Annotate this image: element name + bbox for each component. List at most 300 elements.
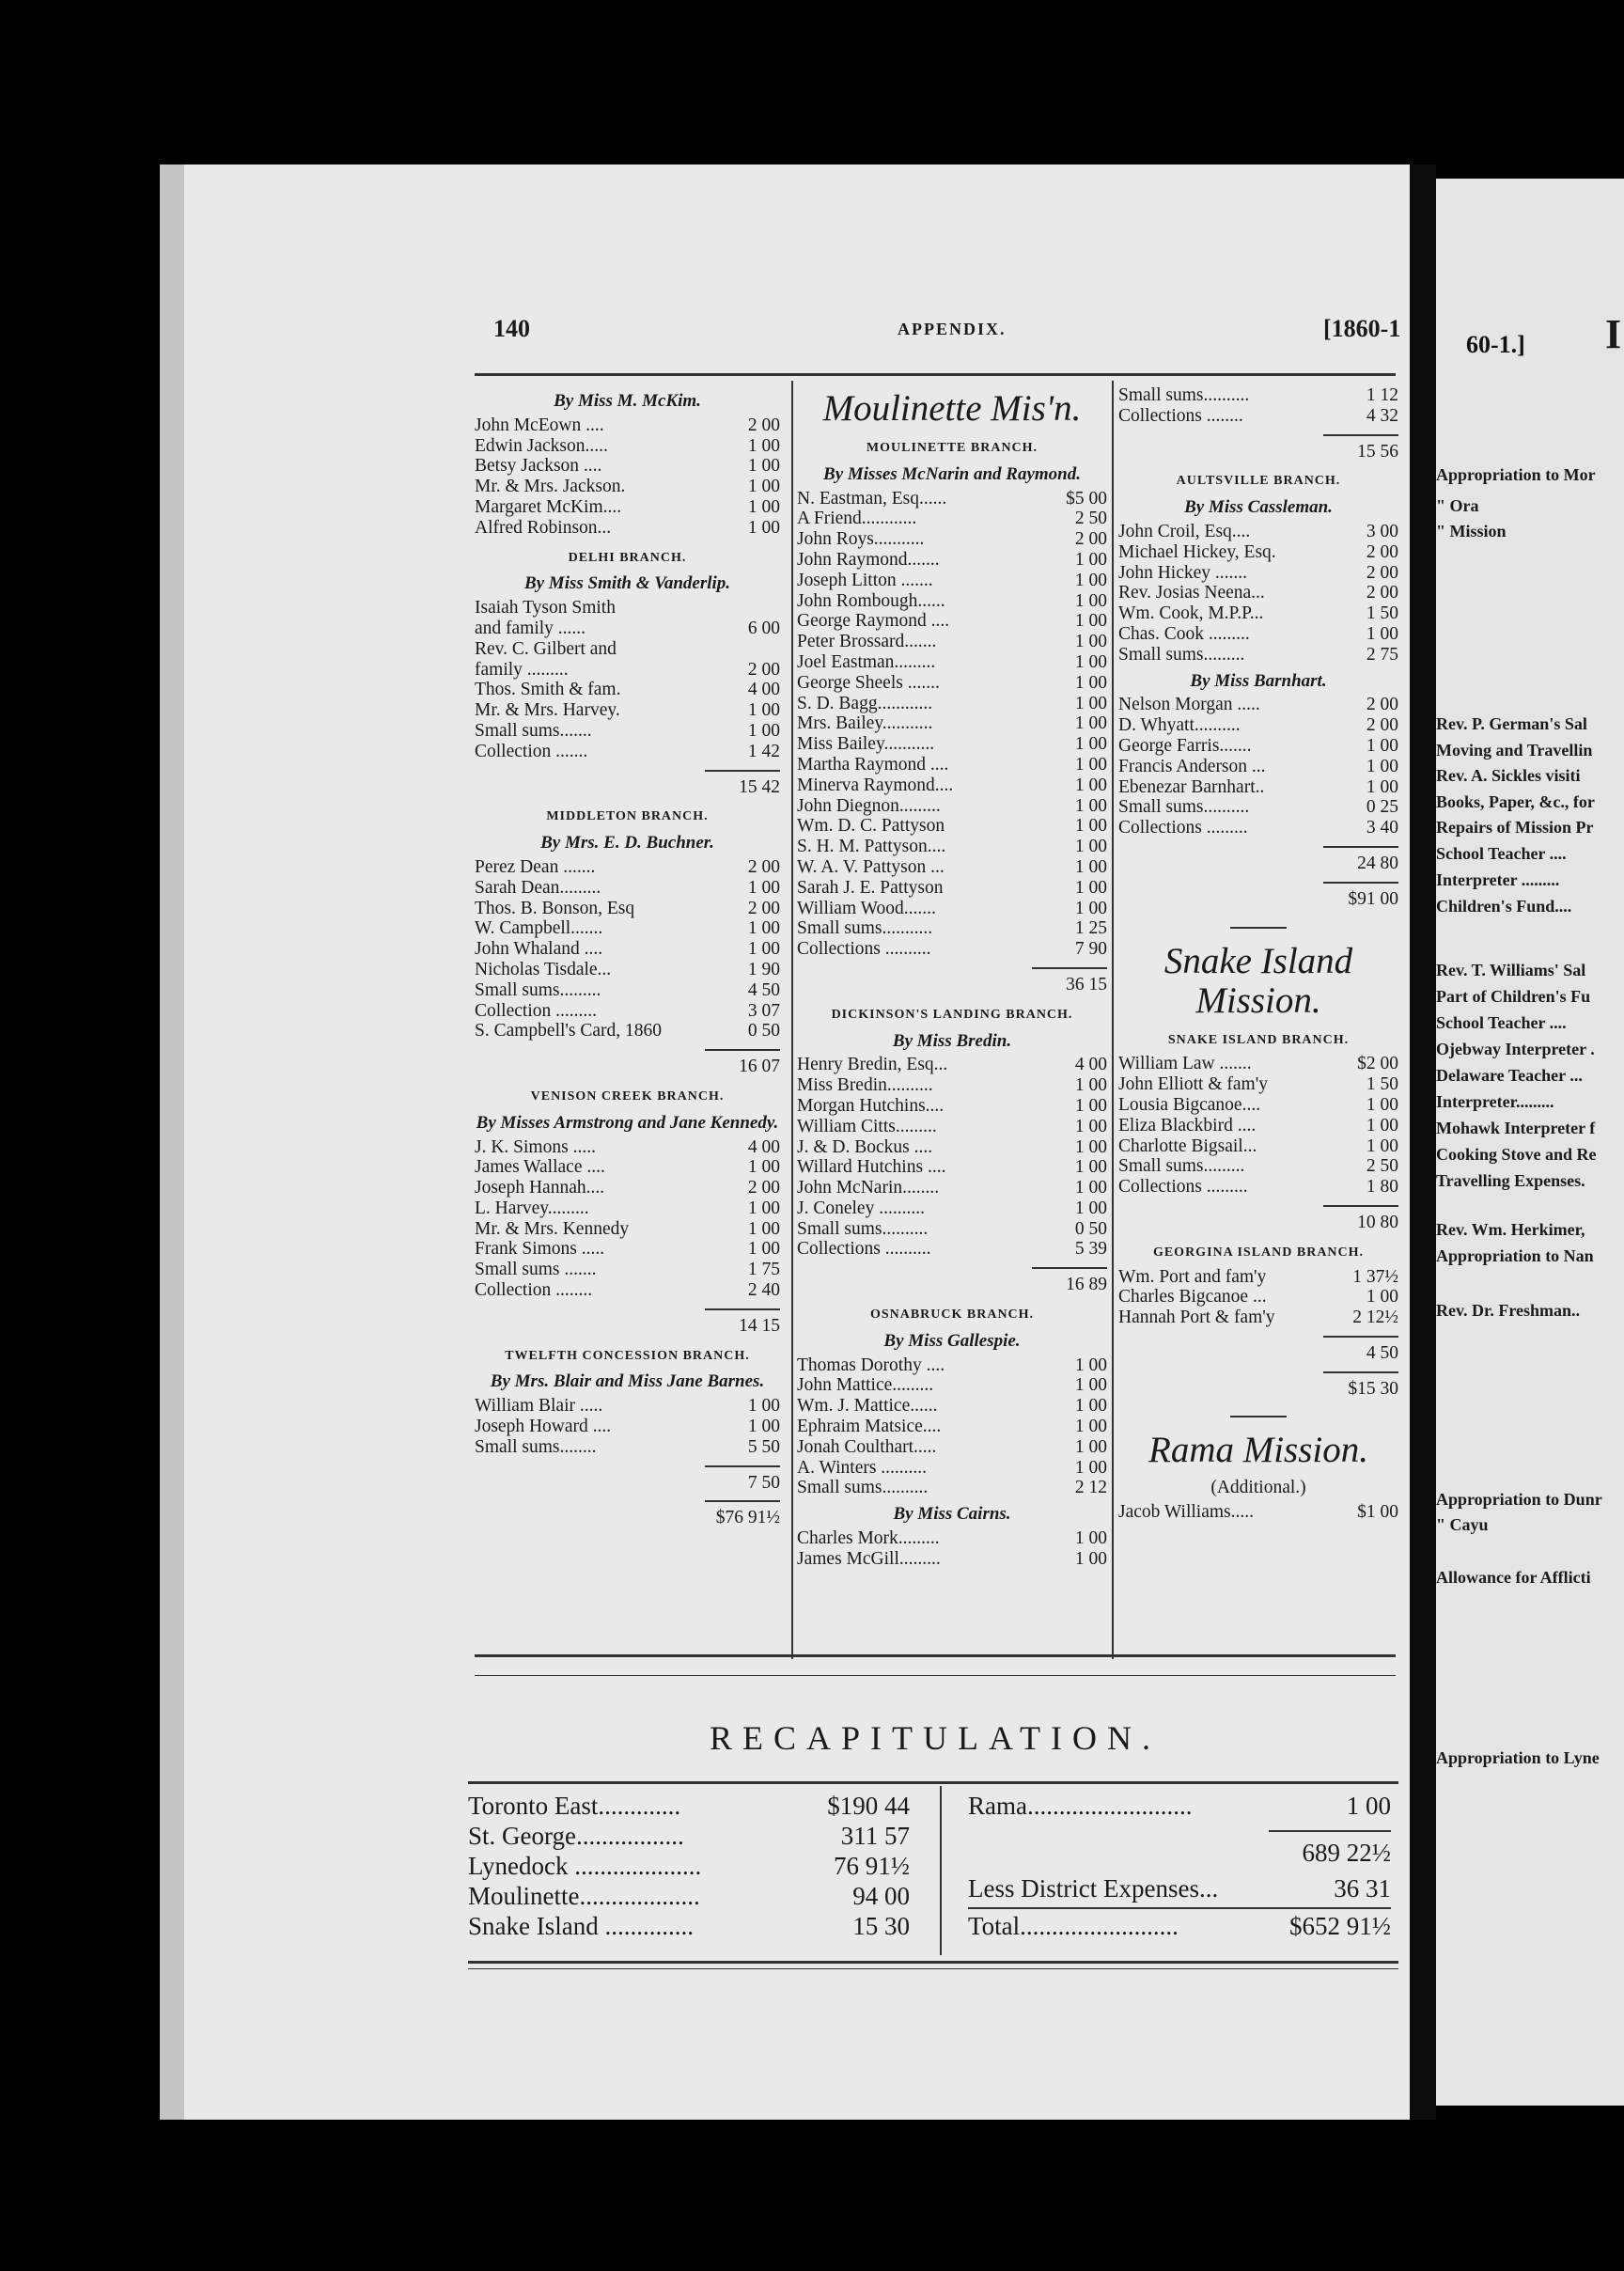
- subtotal-amount: 15 56: [1357, 441, 1398, 462]
- entry-name: Small sums.......: [475, 720, 592, 741]
- entry-amount: 1 00: [1074, 734, 1107, 755]
- facing-page-line: Mohawk Interpreter f: [1436, 1119, 1596, 1137]
- entry-row: [475, 939, 780, 960]
- entry-row: [797, 1528, 1107, 1549]
- entry-row: [468, 1851, 910, 1881]
- entry-amount: 1 00: [1074, 1355, 1107, 1375]
- entry-name: Nelson Morgan .....: [1118, 695, 1260, 715]
- column-1: [475, 385, 780, 1534]
- recap-subtotal: [1269, 1830, 1391, 1868]
- entry-amount: 1 00: [1346, 1792, 1391, 1820]
- entry-row: [797, 611, 1107, 632]
- facing-page-line: Rev. A. Sickles visiti: [1436, 766, 1581, 785]
- entry-row: [1118, 1502, 1398, 1523]
- subtotal-amount: $15 30: [1348, 1378, 1398, 1399]
- entry-amount: 1 00: [1074, 672, 1107, 693]
- entry-name: W. A. V. Pattyson ...: [797, 856, 945, 877]
- entry-name: Ebenezar Barnhart..: [1118, 776, 1265, 797]
- entry-amount: 1 00: [1366, 776, 1398, 797]
- entry-name: Charles Mork.........: [797, 1528, 940, 1549]
- entry-name: S. Campbell's Card, 1860: [475, 1021, 663, 1042]
- entry-amount: 1 75: [747, 1260, 780, 1280]
- entry-name: George Raymond ....: [797, 611, 950, 632]
- facing-page-line: Rev. P. German's Sal: [1436, 714, 1587, 733]
- entry-row: [1118, 1054, 1398, 1074]
- entry-row: [1118, 1267, 1398, 1288]
- entry-row: [475, 1001, 780, 1022]
- subtotal-amount: 16 89: [1066, 1275, 1107, 1295]
- entry-name: John McNarin........: [797, 1178, 940, 1198]
- entry-row: [797, 878, 1107, 899]
- entry-amount: 0 25: [1366, 797, 1398, 818]
- entry-amount: 1 00: [1074, 1375, 1107, 1396]
- entry-row: [797, 694, 1107, 714]
- column-divider: [791, 381, 793, 1659]
- entry-amount: 1 00: [1074, 898, 1107, 918]
- facing-year-range: 60-1.]: [1466, 331, 1525, 358]
- entry-name: Isaiah Tyson Smith: [475, 598, 616, 619]
- entry-row: [1118, 757, 1398, 777]
- entry-row: [1118, 385, 1398, 406]
- entry-name: Small sums.........: [1118, 1156, 1245, 1177]
- facing-page-line: Rev. Wm. Herkimer,: [1436, 1220, 1585, 1239]
- entry-row: [1118, 1308, 1398, 1328]
- subtotal: [1323, 846, 1398, 874]
- entry-name: Joseph Hannah....: [475, 1178, 605, 1198]
- entry-amount: 2 00: [747, 898, 780, 918]
- subtotal: [705, 770, 780, 798]
- page-title: APPENDIX.: [898, 320, 1007, 338]
- branch-heading: DELHI BRANCH.: [568, 550, 687, 565]
- entry-name: John Elliott & fam'y: [1118, 1074, 1268, 1095]
- facing-page-line: " Ora: [1436, 496, 1479, 515]
- entry-amount: 3 00: [1366, 521, 1398, 541]
- entry-row: [1118, 1074, 1398, 1095]
- entry-amount: 1 00: [1074, 570, 1107, 590]
- facing-page-line: Books, Paper, &c., for: [1436, 792, 1595, 811]
- entry-amount: 1 00: [1074, 1417, 1107, 1437]
- entry-amount: 1 00: [1074, 795, 1107, 816]
- entry-name: W. Campbell.......: [475, 918, 603, 939]
- entry-row: [475, 857, 780, 878]
- entry-amount: 1 00: [747, 1218, 780, 1239]
- entry-name: John Whaland ....: [475, 939, 603, 960]
- entry-row: [797, 571, 1107, 591]
- entry-row: [797, 489, 1107, 509]
- entry-amount: 1 00: [1074, 1178, 1107, 1198]
- entry-name: Minerva Raymond....: [797, 775, 954, 795]
- subtotal-amount: 10 80: [1357, 1212, 1398, 1232]
- entry-row: [797, 1137, 1107, 1158]
- entry-name: Small sums..........: [797, 1218, 929, 1239]
- entry-amount: 1 00: [747, 720, 780, 741]
- entry-amount: 1 00: [1074, 775, 1107, 795]
- entry-amount: 1 00: [1074, 1116, 1107, 1136]
- entry-name: John McEown ....: [475, 415, 604, 435]
- separator: [1230, 1416, 1287, 1417]
- facing-page: [1436, 179, 1624, 2106]
- entry-name: Margaret McKim....: [475, 496, 622, 517]
- entry-name: William Citts.........: [797, 1116, 937, 1136]
- subtotal: [1032, 1267, 1107, 1295]
- entry-row: [1118, 1136, 1398, 1157]
- entry-name: Perez Dean .......: [475, 856, 596, 877]
- entry-amount: 1 00: [1074, 632, 1107, 652]
- entry-amount: 4 00: [747, 680, 780, 700]
- entry-name: S. H. M. Pattyson....: [797, 837, 946, 857]
- collector-heading: By Miss Barnhart.: [1190, 670, 1327, 691]
- subtotal: [1032, 967, 1107, 995]
- column-2: [797, 385, 1107, 1570]
- entry-amount: 2 00: [747, 1178, 780, 1198]
- entry-name: Lousia Bigcanoe....: [1118, 1094, 1261, 1115]
- entry-name: S. D. Bagg............: [797, 693, 933, 713]
- entry-name: Thos. Smith & fam.: [475, 680, 621, 700]
- mission-title: Rama Mission.: [1148, 1430, 1368, 1471]
- entry-name: Collections ........: [1118, 405, 1243, 426]
- entry-name: Collections ..........: [797, 1239, 931, 1260]
- recap-left: [468, 1791, 910, 1941]
- entry-row: [475, 497, 780, 518]
- entry-amount: 1 00: [747, 700, 780, 721]
- entry-amount: 2 00: [1366, 695, 1398, 715]
- column-3: [1118, 385, 1398, 1523]
- recap-right: [968, 1791, 1391, 1941]
- entry-name: John Rombough......: [797, 590, 945, 611]
- entry-name: Small sums...........: [797, 918, 933, 939]
- entry-row: [475, 619, 780, 639]
- recap-total-wrap: [968, 1907, 1391, 1941]
- entry-amount: 2 00: [1366, 583, 1398, 603]
- entry-row: [797, 1157, 1107, 1178]
- facing-page-line: Delaware Teacher ...: [1436, 1066, 1583, 1085]
- entry-row: [475, 639, 780, 660]
- entry-row: [797, 632, 1107, 652]
- entry-name: George Sheels .......: [797, 672, 940, 693]
- entry-row: [797, 918, 1107, 939]
- entry-row: [1118, 797, 1398, 818]
- facing-page-line: Appropriation to Lyne: [1436, 1748, 1600, 1767]
- entry-name: St. George.................: [468, 1822, 684, 1850]
- entry-name: Small sums.........: [1118, 644, 1245, 665]
- entry-row: [797, 652, 1107, 673]
- entry-row: [475, 660, 780, 681]
- subtotal: [1323, 434, 1398, 462]
- entry-amount: 1 00: [747, 877, 780, 898]
- entry-name: Snake Island ..............: [468, 1912, 694, 1940]
- entry-amount: 4 00: [1074, 1055, 1107, 1075]
- entry-row: [475, 1437, 780, 1458]
- entry-amount: 1 00: [1366, 623, 1398, 644]
- entry-row: [475, 518, 780, 539]
- entry-amount: 1 00: [1366, 1136, 1398, 1156]
- entry-row: [1118, 624, 1398, 645]
- recap-bottom-rule: [468, 1961, 1398, 1964]
- entry-row: [1118, 645, 1398, 666]
- entry-name: Joseph Howard ....: [475, 1417, 612, 1437]
- entry-amount: 1 00: [747, 939, 780, 960]
- entry-row: [475, 899, 780, 919]
- entry-row: [797, 1219, 1107, 1240]
- entry-amount: 1 00: [1366, 735, 1398, 756]
- entry-name: Martha Raymond ....: [797, 754, 949, 775]
- entry-row: [1118, 406, 1398, 427]
- entry-amount: 1 00: [1074, 713, 1107, 734]
- entry-row: [475, 980, 780, 1001]
- subtotal: [1323, 1336, 1398, 1364]
- mission-title: Moulinette Mis'n.: [822, 388, 1082, 429]
- entry-row: [797, 1117, 1107, 1137]
- entry-row: [475, 700, 780, 721]
- entry-amount: 2 00: [747, 415, 780, 435]
- entry-name: Small sums..........: [797, 1478, 929, 1498]
- entry-amount: 1 00: [747, 456, 780, 477]
- year-range: [1860-1: [1323, 315, 1401, 342]
- facing-page-line: School Teacher ....: [1436, 1013, 1567, 1032]
- entry-name: J. K. Simons .....: [475, 1136, 596, 1157]
- entry-row: [797, 1417, 1107, 1437]
- collector-heading: By Miss Cairns.: [893, 1504, 1011, 1525]
- page-number: 140: [493, 315, 530, 342]
- entry-amount: 1 00: [1074, 611, 1107, 632]
- facing-page-line: Repairs of Mission Pr: [1436, 818, 1594, 837]
- entry-amount: 1 00: [1074, 549, 1107, 570]
- entry-name: Francis Anderson ...: [1118, 756, 1266, 776]
- subtotal-amount: $91 00: [1348, 888, 1398, 909]
- entry-row: [797, 1198, 1107, 1219]
- entry-name: Toronto East.............: [468, 1792, 681, 1820]
- entry-amount: 1 00: [1366, 1115, 1398, 1136]
- branch-heading: MIDDLETON BRANCH.: [546, 809, 709, 824]
- entry-row: [1118, 777, 1398, 798]
- entry-row: [797, 1549, 1107, 1570]
- entry-row: [475, 1198, 780, 1219]
- entry-amount: 2 00: [747, 856, 780, 877]
- entry-amount: 1 00: [747, 435, 780, 456]
- entry-name: Moulinette...................: [468, 1882, 700, 1910]
- entry-amount: 1 00: [747, 918, 780, 939]
- entry-row: [475, 1260, 780, 1280]
- entry-amount: 94 00: [852, 1882, 910, 1910]
- entry-amount: 2 75: [1366, 644, 1398, 665]
- entry-row: [1118, 1095, 1398, 1116]
- recap-divider: [940, 1786, 942, 1955]
- table-bottom-rule: [475, 1675, 1396, 1676]
- branch-heading: MOULINETTE BRANCH.: [866, 441, 1038, 455]
- entry-amount: $5 00: [1066, 488, 1107, 509]
- entry-row: [797, 1096, 1107, 1117]
- entry-amount: 36 31: [1334, 1874, 1391, 1903]
- entry-amount: 1 50: [1366, 603, 1398, 624]
- entry-amount: 1 00: [1074, 754, 1107, 775]
- entry-amount: [729, 639, 780, 660]
- entry-name: Sarah J. E. Pattyson: [797, 877, 944, 898]
- entry-amount: 1 00: [1074, 1198, 1107, 1218]
- entry-name: Collection .........: [475, 1000, 597, 1021]
- entry-name: Eliza Blackbird ....: [1118, 1115, 1257, 1136]
- entry-name: Sarah Dean.........: [475, 877, 601, 898]
- entry-row: [797, 816, 1107, 837]
- entry-name: Thomas Dorothy ....: [797, 1355, 945, 1375]
- entry-amount: 1 00: [1074, 856, 1107, 877]
- entry-amount: 4 00: [747, 1136, 780, 1157]
- collector-heading: By Miss Smith & Vanderlip.: [523, 573, 731, 594]
- header-rule: [475, 373, 1396, 376]
- entry-amount: 1 00: [1074, 1136, 1107, 1157]
- entry-row: [797, 1178, 1107, 1198]
- entry-name: Small sums........: [475, 1436, 597, 1457]
- entry-name: Wm. Port and fam'y: [1118, 1266, 1267, 1287]
- entry-row: [475, 918, 780, 939]
- recap-title: RECAPITULATION.: [710, 1719, 1161, 1757]
- entry-name: James Wallace ....: [475, 1157, 605, 1178]
- entry-row: [475, 436, 780, 457]
- facing-page-line: Interpreter.........: [1436, 1092, 1554, 1111]
- entry-amount: $190 44: [827, 1792, 910, 1820]
- entry-amount: 6 00: [747, 618, 780, 638]
- facing-page-line: Appropriation to Nan: [1436, 1246, 1594, 1265]
- entry-amount: $2 00: [1357, 1054, 1398, 1074]
- subtotal: [705, 1049, 780, 1077]
- entry-row: [468, 1821, 910, 1851]
- entry-amount: 2 12: [1074, 1478, 1107, 1498]
- entry-amount: 4 50: [747, 979, 780, 1000]
- entry-row: [475, 878, 780, 899]
- entry-amount: 1 50: [1366, 1074, 1398, 1095]
- entry-name: Mrs. Bailey...........: [797, 713, 933, 734]
- entry-name: Collections .........: [1118, 1177, 1248, 1198]
- entry-amount: 1 00: [747, 1239, 780, 1260]
- collector-heading: By Miss Bredin.: [892, 1030, 1012, 1051]
- entry-name: Charlotte Bigsail...: [1118, 1136, 1257, 1156]
- subtotal-amount: 36 15: [1066, 974, 1107, 995]
- entry-row: [797, 591, 1107, 612]
- entry-amount: 1 00: [1074, 1157, 1107, 1178]
- entry-name: Edwin Jackson.....: [475, 435, 608, 456]
- entry-name: Miss Bredin..........: [797, 1075, 933, 1096]
- entry-row: [475, 1178, 780, 1198]
- entry-amount: 1 00: [1074, 590, 1107, 611]
- entry-amount: 0 50: [747, 1021, 780, 1042]
- entry-name: John Diegnon.........: [797, 795, 941, 816]
- entry-amount: 7 90: [1074, 939, 1107, 960]
- entry-amount: 5 50: [747, 1436, 780, 1457]
- entry-row: [475, 1239, 780, 1260]
- entry-amount: 2 50: [1366, 1156, 1398, 1177]
- entry-name: Small sums..........: [1118, 797, 1250, 818]
- subtotal: [705, 1465, 780, 1494]
- entry-amount: 1 12: [1366, 385, 1398, 405]
- entry-name: Frank Simons .....: [475, 1239, 605, 1260]
- collector-heading: By Mrs. E. D. Buchner.: [540, 833, 714, 854]
- table-bottom-rule: [475, 1654, 1396, 1657]
- entry-row: [468, 1881, 910, 1911]
- entry-row: [797, 509, 1107, 529]
- entry-row: [1118, 603, 1398, 624]
- entry-row: [475, 1280, 780, 1301]
- entry-amount: 2 00: [1366, 715, 1398, 736]
- entry-amount: 1 00: [1366, 1094, 1398, 1115]
- facing-page-line: " Mission: [1436, 522, 1507, 540]
- entry-row: [1118, 736, 1398, 757]
- entry-row: [1118, 1287, 1398, 1308]
- entry-name: James McGill.........: [797, 1548, 941, 1569]
- entry-row: [475, 477, 780, 497]
- subtotal: [705, 1500, 780, 1528]
- entry-name: Thos. B. Bonson, Esq: [475, 898, 635, 918]
- recap-top-rule: [468, 1781, 1398, 1784]
- entry-amount: 1 00: [1366, 1287, 1398, 1308]
- entry-amount: 2 50: [1074, 509, 1107, 529]
- entry-amount: 1 00: [1074, 1548, 1107, 1569]
- entry-amount: 1 00: [1074, 651, 1107, 672]
- entry-name: N. Eastman, Esq......: [797, 488, 947, 509]
- entry-amount: 2 00: [1366, 541, 1398, 562]
- entry-row: [475, 1137, 780, 1158]
- entry-row: [797, 529, 1107, 550]
- entry-row: [475, 680, 780, 700]
- entry-name: John Raymond.......: [797, 549, 940, 570]
- entry-row: [475, 742, 780, 762]
- entry-amount: 1 00: [1074, 1075, 1107, 1096]
- mission-title: Snake Island Mission.: [1163, 940, 1353, 1021]
- entry-row: [797, 1478, 1107, 1498]
- facing-page-line: Rev. T. Williams' Sal: [1436, 961, 1586, 979]
- entry-row: [797, 1055, 1107, 1075]
- entry-amount: 1 00: [1074, 837, 1107, 857]
- facing-page-line: Ojebway Interpreter .: [1436, 1040, 1595, 1058]
- entry-row: [797, 1396, 1107, 1417]
- entry-name: L. Harvey.........: [475, 1198, 589, 1218]
- entry-row: [797, 734, 1107, 755]
- entry-name: Less District Expenses...: [968, 1874, 1219, 1903]
- entry-amount: 2 00: [1366, 562, 1398, 583]
- subtotal: [1323, 1371, 1398, 1400]
- collector-heading: By Mrs. Blair and Miss Jane Barnes.: [490, 1371, 765, 1392]
- entry-amount: $652 91½: [1289, 1912, 1391, 1940]
- entry-name: Collections .........: [1118, 818, 1248, 838]
- entry-amount: 1 80: [1366, 1177, 1398, 1198]
- entry-amount: 1 00: [747, 1157, 780, 1178]
- separator: [1230, 927, 1287, 929]
- facing-page-initial: I: [1605, 311, 1622, 357]
- entry-row: [468, 1911, 910, 1941]
- entry-name: John Hickey .......: [1118, 562, 1248, 583]
- collector-heading: By Miss Cassleman.: [1184, 497, 1333, 518]
- entry-name: Rev. C. Gilbert and: [475, 638, 617, 659]
- entry-name: Joseph Litton .......: [797, 570, 933, 590]
- facing-page-line: Travelling Expenses.: [1436, 1171, 1585, 1190]
- collector-heading: By Miss M. McKim.: [554, 391, 701, 411]
- entry-name: and family ......: [475, 618, 586, 638]
- entry-name: Lynedock ....................: [468, 1852, 702, 1880]
- entry-row: [797, 673, 1107, 694]
- entry-row: [797, 796, 1107, 817]
- subtotal-amount: 15 42: [739, 776, 780, 797]
- entry-row: [797, 1375, 1107, 1396]
- entry-name: Small sums .......: [475, 1260, 597, 1280]
- entry-amount: 76 91½: [834, 1852, 910, 1880]
- entry-row: [797, 713, 1107, 734]
- entry-name: William Blair .....: [475, 1396, 603, 1417]
- entry-row: [475, 598, 780, 619]
- additional-note: (Additional.): [1210, 1478, 1306, 1498]
- entry-amount: $1 00: [1357, 1502, 1398, 1523]
- entry-row: [1118, 563, 1398, 584]
- entry-amount: 4 32: [1366, 405, 1398, 426]
- entry-name: Collections ..........: [797, 939, 931, 960]
- entry-name: Chas. Cook .........: [1118, 623, 1250, 644]
